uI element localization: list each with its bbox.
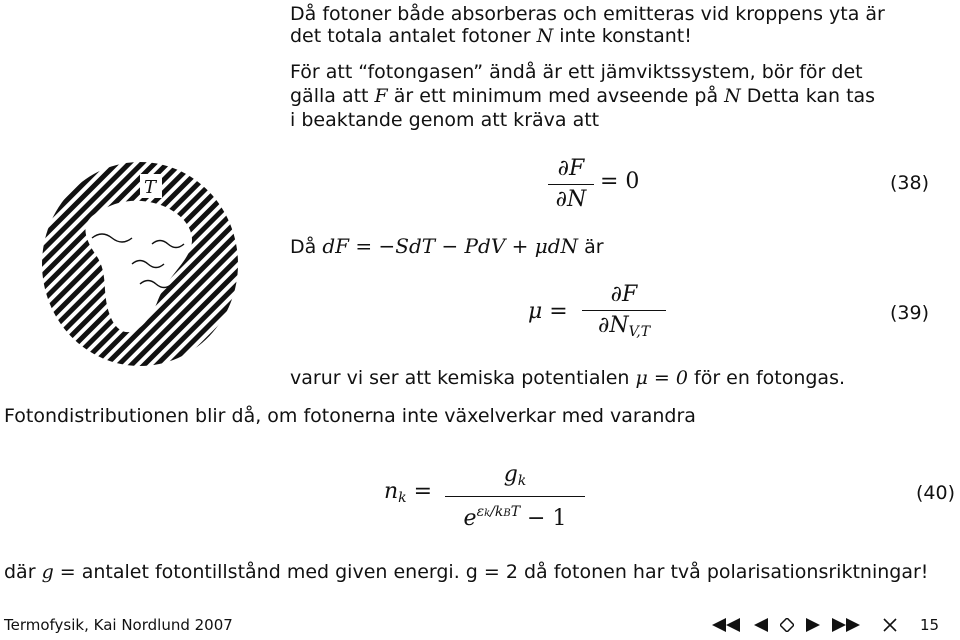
final-line-pre: där bbox=[4, 561, 42, 583]
mu-equals-zero: μ = 0 bbox=[635, 367, 688, 389]
intro-line-3: För att “fotongasen” ändå är ett jämviktssystem, bör för det bbox=[290, 61, 863, 83]
eq39-denominator bbox=[582, 313, 666, 345]
diamond-icon[interactable] bbox=[780, 618, 794, 632]
eq40-equals: = bbox=[413, 479, 433, 504]
eq40-fraction-bar bbox=[445, 496, 585, 497]
eq39-fraction-bar bbox=[582, 310, 666, 311]
symbol-F: F bbox=[374, 85, 388, 107]
symbol-N: N bbox=[536, 25, 554, 47]
final-line-text: = antalet fotontillstånd med given energi. g = 2 då fotonen har två polarisationsriktningar! bbox=[53, 561, 929, 583]
intro-line-4-text: gälla att bbox=[290, 85, 375, 107]
intro-line-1: Då fotoner både absorberas och emitteras vid kroppens yta är bbox=[290, 3, 885, 25]
close-icon[interactable] bbox=[882, 617, 898, 633]
figure-label-T: T bbox=[144, 177, 157, 198]
prev-section-icon[interactable] bbox=[754, 618, 768, 632]
eq38-rhs: = 0 bbox=[600, 169, 640, 194]
eq38-fraction-bar bbox=[548, 184, 594, 185]
eq38-fraction bbox=[548, 156, 594, 213]
eq40-den-minus-one: − 1 bbox=[520, 506, 567, 531]
first-page-icon[interactable] bbox=[712, 618, 740, 632]
intro-line-5: i beaktande genom att kräva att bbox=[290, 109, 600, 131]
eq39-number: (39) bbox=[890, 302, 930, 324]
slide-navigation bbox=[712, 614, 942, 636]
final-line bbox=[4, 560, 928, 584]
eq40-lhs-sub: k bbox=[398, 490, 407, 506]
line-after-eq39-post: för en fotongas. bbox=[687, 367, 846, 389]
df-line bbox=[290, 234, 604, 259]
symbol-N-2: N bbox=[724, 85, 741, 107]
df-line-pre: Då bbox=[290, 236, 323, 258]
intro-line-4 bbox=[290, 84, 875, 108]
intro-line-4-end: Detta kan tas bbox=[740, 85, 876, 107]
blackbody-cavity-figure bbox=[40, 160, 245, 370]
intro-line-2-text: det totala antalet fotoner bbox=[290, 25, 537, 47]
page-number: 15 bbox=[920, 616, 940, 634]
eq38-denominator: ∂N bbox=[555, 187, 587, 212]
df-equation: dF = −SdT − PdV + μdN bbox=[322, 234, 579, 258]
eq40-num-sub: k bbox=[517, 473, 527, 489]
eq40-exp-sub-B: B bbox=[503, 508, 511, 519]
eq39-numerator: ∂F bbox=[610, 282, 638, 307]
intro-line-4-mid: är ett minimum med avseende på bbox=[387, 85, 725, 107]
eq40-denominator bbox=[445, 499, 585, 532]
symbol-g: g bbox=[41, 561, 54, 583]
df-line-post: är bbox=[578, 236, 604, 258]
eq40-exp-sub-k: k bbox=[484, 508, 491, 519]
eq40-fraction bbox=[445, 462, 585, 532]
eq40-lhs bbox=[384, 480, 432, 510]
eq40-number: (40) bbox=[916, 482, 956, 504]
eq40-exp-T: T bbox=[510, 504, 521, 520]
eq39-den-base: ∂N bbox=[597, 313, 629, 338]
footer-credit: Termofysik, Kai Nordlund 2007 bbox=[4, 616, 233, 634]
eq40-num-base: g bbox=[503, 462, 518, 487]
next-section-icon[interactable] bbox=[806, 618, 820, 632]
eq38-number: (38) bbox=[890, 172, 930, 194]
eq39-den-sub: V,T bbox=[628, 324, 651, 340]
eq40-exponent bbox=[477, 504, 520, 520]
eq40-exp-epsilon: ε bbox=[476, 504, 485, 520]
eq40-numerator bbox=[445, 462, 585, 494]
line-after-eq39 bbox=[290, 366, 845, 390]
intro-line-2 bbox=[290, 24, 692, 48]
last-page-icon[interactable] bbox=[832, 618, 860, 632]
eq40-lhs-base: n bbox=[384, 479, 399, 504]
eq40-den-base: e bbox=[463, 506, 477, 531]
line-after-eq39-pre: varur vi ser att kemiska potentialen bbox=[290, 367, 636, 389]
eq39-fraction bbox=[582, 282, 666, 345]
distribution-line: Fotondistributionen blir då, om fotonerna inte växelverkar med varandra bbox=[4, 405, 696, 427]
intro-line-2-text-end: inte konstant! bbox=[553, 25, 692, 47]
eq38-numerator: ∂F bbox=[557, 156, 585, 181]
eq40-exp-over-k: /k bbox=[490, 504, 504, 520]
eq39-lhs: μ = bbox=[528, 299, 568, 324]
